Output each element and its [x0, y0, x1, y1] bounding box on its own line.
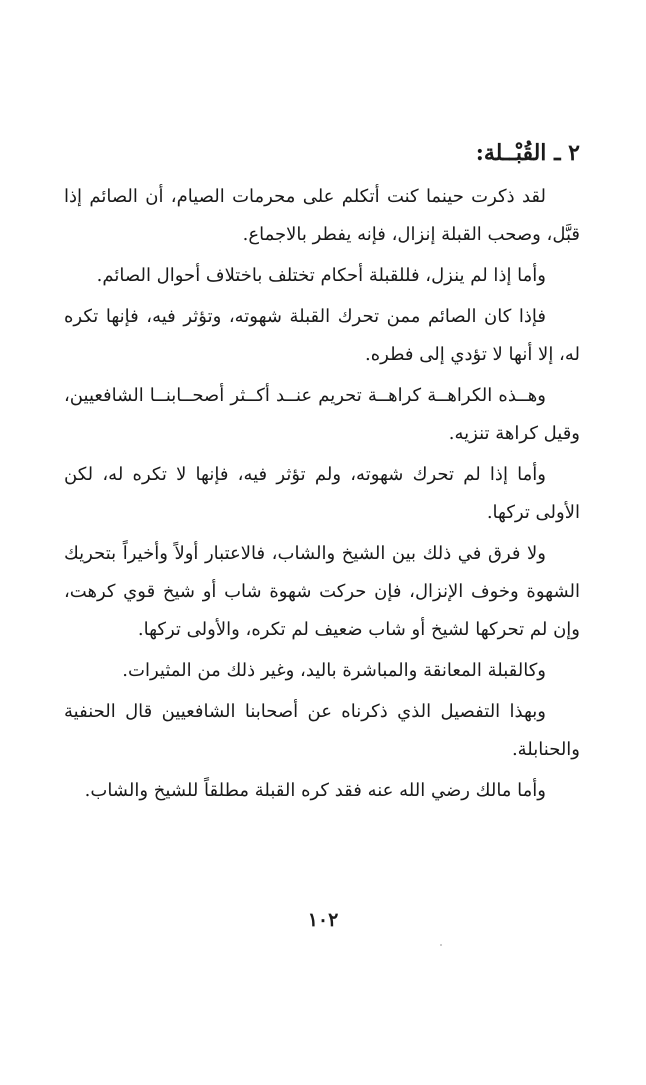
paragraph-4: وهــذه الكراهــة كراهــة تحريم عنــد أكــثر أصحــابنــا الشافعيين، وقيل كراهة تنزيه. — [64, 385, 580, 444]
page-number: ١٠٢ — [307, 909, 339, 931]
section-body — [64, 128, 580, 810]
paragraph-6: ولا فرق في ذلك بين الشيخ والشاب، فالاعتبار أولاً وأخيراً بتحريك الشهوة وخوف الإنزال، فإن حركت شهوة شاب أو شيخ قوي كرهت، وإن لم تحركها لشيخ أو شاب ضعيف لم تكره، والأولى تركها. — [64, 543, 580, 640]
print-speck — [440, 944, 442, 946]
paragraph-2: وأما إذا لم ينزل، فللقبلة أحكام تختلف باختلاف أحوال الصائم. — [96, 265, 546, 286]
paragraph-1: لقد ذكرت حينما كنت أتكلم على محرمات الصيام، أن الصائم إذا قبَّل، وصحب القبلة إنزال، فإنه يفطر بالاجماع. — [64, 186, 580, 245]
paragraph-3: فإذا كان الصائم ممن تحرك القبلة شهوته، وتؤثر فيه، فإنها تكره له، إلا أنها لا تؤدي إلى فطره. — [64, 306, 580, 365]
paragraph-9: وأما مالك رضي الله عنه فقد كره القبلة مطلقاً للشيخ والشاب. — [84, 780, 546, 801]
section-heading: ٢ ـ القُبْــلة: — [475, 140, 580, 166]
paragraph-5: وأما إذا لم تحرك شهوته، ولم تؤثر فيه، فإنها لا تكره له، لكن الأولى تركها. — [64, 464, 580, 523]
paragraph-8: وبهذا التفصيل الذي ذكرناه عن أصحابنا الشافعيين قال الحنفية والحنابلة. — [64, 701, 580, 760]
paragraph-7: وكالقبلة المعانقة والمباشرة باليد، وغير ذلك من المثيرات. — [122, 660, 546, 681]
